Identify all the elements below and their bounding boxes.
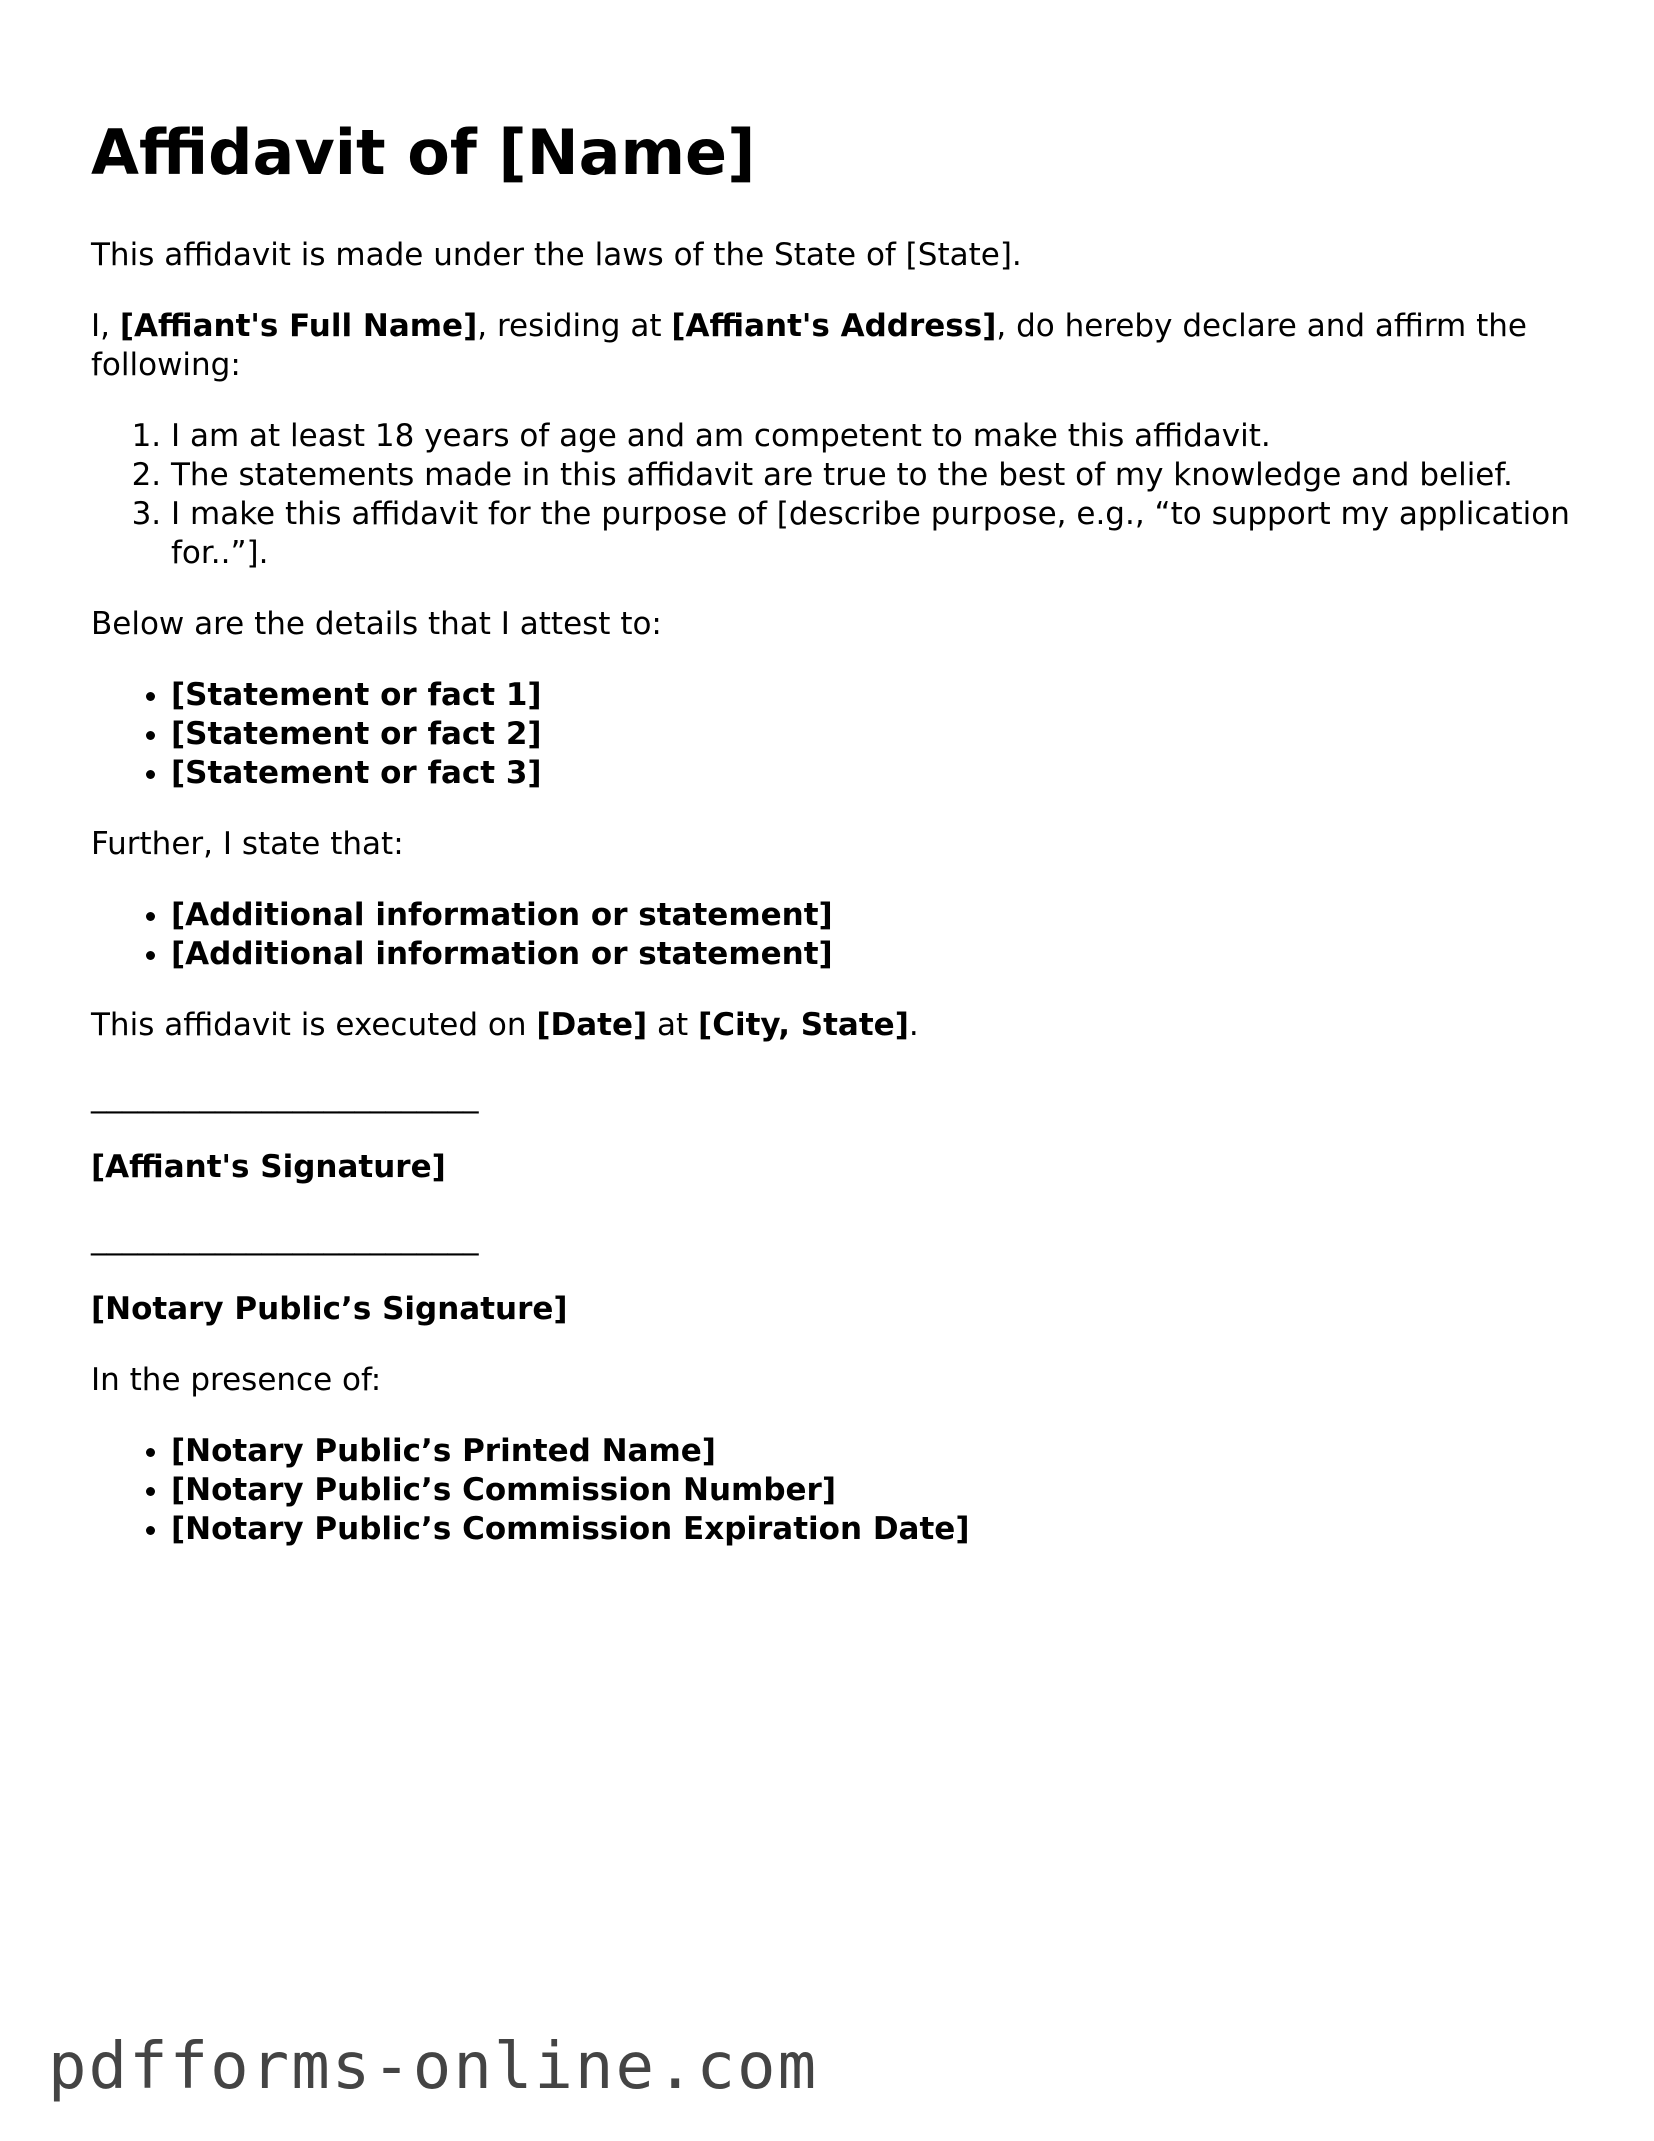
further-item-text: [Additional information or statement] bbox=[171, 897, 833, 933]
notary-item-text: [Notary Public’s Commission Number] bbox=[171, 1472, 837, 1508]
affiant-signature-label bbox=[91, 1148, 1571, 1187]
notary-item-text: [Notary Public’s Commission Expiration Date] bbox=[171, 1511, 970, 1547]
detail-item bbox=[171, 715, 1571, 754]
declaration-middle: , residing at bbox=[477, 308, 672, 344]
affiant-signature-text: [Affiant's Signature] bbox=[91, 1149, 446, 1185]
notary-details-list bbox=[91, 1432, 1571, 1549]
affiant-signature-line: _________________________ bbox=[91, 1078, 479, 1114]
notary-item bbox=[171, 1510, 1571, 1549]
notary-item bbox=[171, 1471, 1571, 1510]
notary-signature-line: _________________________ bbox=[91, 1220, 479, 1256]
detail-item-text: [Statement or fact 3] bbox=[171, 755, 542, 791]
numbered-item: 1. I am at least 18 years of age and am competent to make this affidavit. bbox=[171, 417, 1571, 456]
watermark: pdfforms-online.com bbox=[48, 2030, 819, 2104]
detail-item bbox=[171, 754, 1571, 793]
page-title: Affidavit of [Name] bbox=[91, 116, 756, 189]
notary-signature-text: [Notary Public’s Signature] bbox=[91, 1291, 568, 1327]
details-label: Below are the details that I attest to: bbox=[91, 606, 662, 642]
detail-item-text: [Statement or fact 1] bbox=[171, 677, 542, 713]
further-label: Further, I state that: bbox=[91, 826, 404, 862]
numbered-item: 3. I make this affidavit for the purpose of [describe purpose, e.g., “to support my application for..”]. bbox=[171, 495, 1571, 573]
document-page bbox=[91, 110, 1571, 1581]
details-list bbox=[91, 676, 1571, 793]
notary-item-text: [Notary Public’s Printed Name] bbox=[171, 1433, 716, 1469]
detail-item bbox=[171, 676, 1571, 715]
executed-paragraph bbox=[91, 1006, 1571, 1045]
further-list bbox=[91, 896, 1571, 974]
executed-suffix: . bbox=[908, 1007, 919, 1043]
presence-label: In the presence of: bbox=[91, 1362, 382, 1398]
executed-prefix: This affidavit is executed on bbox=[91, 1007, 537, 1043]
further-item-text: [Additional information or statement] bbox=[171, 936, 833, 972]
notary-item bbox=[171, 1432, 1571, 1471]
numbered-statements bbox=[91, 417, 1571, 573]
date-placeholder: [Date] bbox=[536, 1007, 648, 1043]
executed-middle: at bbox=[647, 1007, 699, 1043]
affiant-address-placeholder: [Affiant's Address] bbox=[671, 308, 997, 344]
detail-item-text: [Statement or fact 2] bbox=[171, 716, 542, 752]
affiant-name-placeholder: [Affiant's Full Name] bbox=[119, 308, 478, 344]
notary-signature-label bbox=[91, 1290, 1571, 1329]
further-item bbox=[171, 935, 1571, 974]
declaration-prefix: I, bbox=[91, 308, 120, 344]
intro-paragraph: This affidavit is made under the laws of the State of [State]. bbox=[91, 237, 1022, 273]
declaration-suffix: , do hereby declare and affirm the following: bbox=[91, 308, 1527, 383]
declaration-paragraph bbox=[91, 307, 1571, 385]
further-item bbox=[171, 896, 1571, 935]
place-placeholder: [City, State] bbox=[698, 1007, 909, 1043]
numbered-item: 2. The statements made in this affidavit are true to the best of my knowledge and belief. bbox=[171, 456, 1571, 495]
